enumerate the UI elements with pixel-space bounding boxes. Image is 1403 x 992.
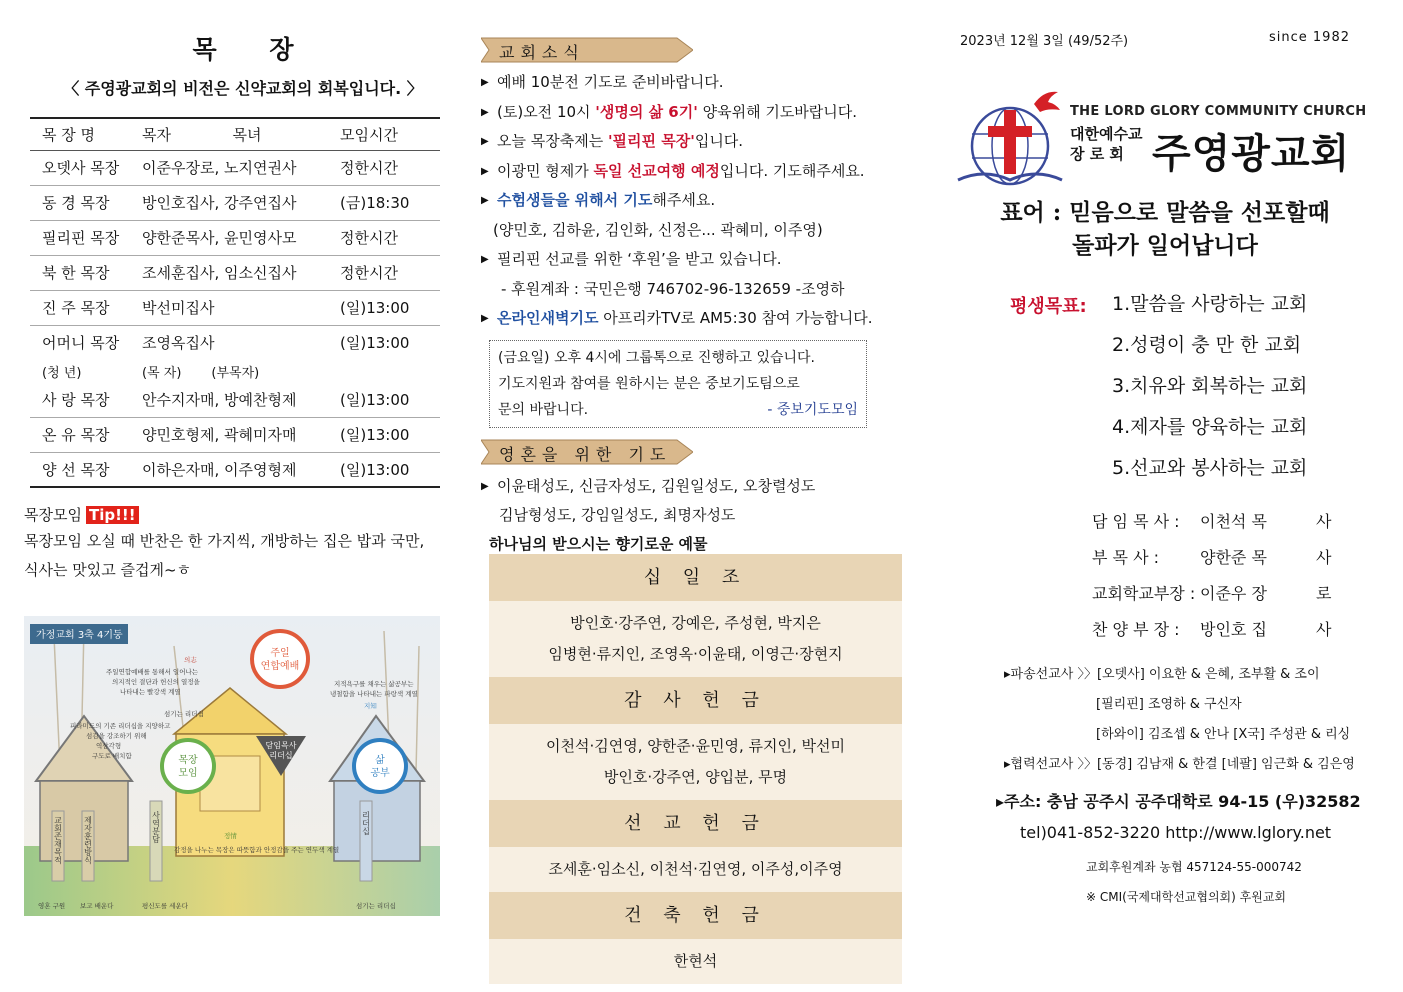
- pillar-label-2: 제자훈련방식: [83, 816, 93, 864]
- illus-b4: 섬기는 리더십: [356, 902, 396, 910]
- illus-know: 지知: [364, 702, 377, 710]
- house-church-illustration: [24, 616, 440, 916]
- row-leaders: 조영옥집사: [142, 334, 215, 353]
- offering-title-tithe: 십 일 조: [489, 554, 902, 601]
- table-row: [30, 290, 440, 325]
- church-info-section: [950, 30, 1380, 912]
- header-mongnyeo: 목녀: [232, 125, 262, 144]
- pillar-label-3: 사역분담: [151, 811, 161, 843]
- list-item: 김남형성도, 강임일성도, 최명자성도: [499, 505, 736, 524]
- intercession-signature: - 중보기도모임: [767, 401, 858, 418]
- staff-role: 찬 양 부 장 :: [1092, 620, 1180, 639]
- dateline: [950, 30, 1380, 48]
- news-text: 오늘 목장축제는: [497, 132, 608, 150]
- news-text: 입니다.: [694, 132, 744, 150]
- news-highlight: 독일 선교여행 예정: [593, 161, 720, 180]
- list-item: 4.제자를 양육하는 교회: [1112, 416, 1308, 438]
- offering-caption: 하나님의 받으시는 향기로운 예물: [489, 534, 708, 553]
- bullet-triangle-icon: ▶: [481, 195, 489, 206]
- table-row: [30, 325, 440, 360]
- intercession-box: [489, 340, 867, 428]
- mokjang-section: [24, 30, 462, 910]
- logo-english-name: THE LORD GLORY COMMUNITY CHURCH: [1070, 104, 1367, 119]
- news-highlight: 온라인새벽기도: [497, 309, 599, 327]
- staff-name: 방인호 집: [1200, 620, 1267, 639]
- news-highlight: 수험생들을 위해서 기도: [497, 191, 653, 209]
- offering-table: [489, 554, 902, 984]
- globe-cross-icon: [954, 84, 1074, 194]
- motto-line1: 표어 : 믿음으로 말씀을 선포할때: [1000, 199, 1330, 226]
- church-logo: [950, 84, 1380, 194]
- row-time: (일)13:00: [340, 299, 410, 317]
- church-account: [1086, 852, 1380, 912]
- cmi-note: ※ CMI(국제대학선교협의회) 후원교회: [1086, 890, 1287, 904]
- offering-body-building: [489, 939, 902, 984]
- illus-t3: 나타내는 빨강색 계열: [120, 688, 181, 696]
- illus-t5: 냉철함을 나타내는 파랑색 계열: [330, 690, 418, 698]
- table-row: [30, 220, 440, 255]
- table-row: [30, 185, 440, 220]
- staff-suffix: 사: [1316, 620, 1332, 639]
- triangle-line2: 리더십: [269, 751, 293, 760]
- news-ribbon: [481, 36, 693, 64]
- list-item: [481, 186, 921, 216]
- list-item: (양민호, 김하윤, 김인화, 신정은... 곽혜미, 이주영): [493, 220, 823, 239]
- mission-line: [필리핀] 조영하 & 구신자: [1096, 697, 1242, 712]
- news-text: 입니다. 기도해주세요.: [719, 161, 865, 180]
- row-time: 정한시간: [340, 229, 398, 247]
- illus-t10: 감정을 나누는 목장은 따뜻함과 안정감을 주는 연두색 계열: [174, 846, 340, 854]
- row-name: 어머니 목장: [42, 334, 120, 353]
- table-row: [30, 382, 440, 417]
- row-leaders: 안수지자매, 방예찬형제: [142, 390, 297, 409]
- logo-denomination-line2: 장 로 회: [1070, 145, 1124, 163]
- mokjang-table: [30, 117, 440, 488]
- church-address: ▸주소: 충남 공주시 공주대학로 94-15 (우)32582: [996, 792, 1361, 811]
- vision-statement: 〈 주영광교회의 비전은 신약교회의 회복입니다. 〉: [63, 79, 423, 98]
- row-leaders: 방인호집사, 강주연집사: [142, 194, 297, 212]
- row-time: (일)13:00: [340, 334, 410, 353]
- offering-line: 이천석·김연영, 양한준·윤민영, 류지인, 박선미: [546, 737, 845, 755]
- list-item: [481, 472, 921, 501]
- list-item: 2.성령이 충 만 한 교회: [1112, 334, 1302, 356]
- circle-left-line1: 목장: [178, 755, 198, 766]
- row-name: 오뎃사 목장: [42, 159, 120, 177]
- since-year: since 1982: [1269, 30, 1350, 45]
- list-item: [481, 68, 921, 98]
- table-row: [30, 417, 440, 452]
- list-item: [481, 157, 921, 187]
- bullet-triangle-icon: ▶: [481, 136, 489, 147]
- circle-left-line2: 모임: [178, 768, 198, 779]
- bank-account: 교회후원계좌 농협 457124-55-000742: [1086, 860, 1302, 874]
- bullet-triangle-icon: ▶: [481, 106, 489, 118]
- illus-b3: 평신도를 세운다: [142, 902, 189, 910]
- row-time: (일)13:00: [340, 460, 410, 479]
- goals-label: 평생목표:: [1010, 296, 1087, 317]
- illus-t2: 의지적인 결단과 헌신의 열정을: [112, 678, 200, 686]
- illus-t1: 주일연합예배를 통해서 일어나는: [106, 668, 199, 676]
- logo-denomination-line1: 대한예수교: [1070, 125, 1143, 143]
- mission-line: ▸파송선교사 〉〉[오뎃사] 이요한 & 은혜, 조부활 & 조이: [1004, 667, 1320, 682]
- illus-banner: 가정교회 3축 4기둥: [36, 630, 123, 641]
- intercession-line: (금요일) 오후 4시에 그룹톡으로 진행하고 있습니다.: [498, 349, 816, 366]
- list-item: - 후원계좌 : 국민은행 746702-96-132659 -조영하: [501, 279, 845, 298]
- youth-header-row: [30, 360, 440, 382]
- intercession-line: [498, 397, 858, 423]
- offering-line: 조세훈·임소신, 이천석·김연영, 이주성,이주영: [548, 860, 843, 878]
- pillar-label-4: 리더십: [361, 811, 371, 835]
- tip-text: [24, 527, 462, 585]
- tip-badge: Tip!!!: [86, 506, 139, 524]
- staff-name: 이준우 장: [1200, 584, 1267, 603]
- soul-ribbon: [481, 438, 693, 466]
- missionaries: [1004, 660, 1380, 780]
- illus-t8: 역삼각형: [96, 742, 122, 750]
- circle-right-line1: 삶: [375, 755, 385, 766]
- staff-role: 교회학교부장 :: [1092, 584, 1196, 603]
- motto-line2: 돌파가 일어납니다: [1072, 232, 1258, 259]
- circle-top-line1: 주일: [270, 648, 290, 659]
- tip-label: 목장모임: [24, 506, 82, 524]
- news-list: [481, 68, 921, 334]
- row-name: 온 유 목장: [42, 426, 110, 444]
- row-time: (금)18:30: [340, 194, 410, 212]
- list-item: 3.치유와 회복하는 교회: [1112, 375, 1308, 397]
- offering-line: 한현석: [673, 952, 718, 970]
- intercession-line: 기도지원과 참여를 원하시는 분은 중보기도팀으로: [498, 375, 800, 392]
- list-item: [481, 245, 921, 275]
- staff-row: [1092, 508, 1380, 544]
- row-leaders: 조세훈집사, 임소신집사: [142, 264, 297, 282]
- news-highlight: '필리핀 목장': [607, 132, 695, 150]
- bullet-triangle-icon: ▶: [481, 77, 489, 88]
- header-time: 모임시간: [340, 125, 398, 144]
- tip-text-line-2: 식사는 맛있고 즐겁게~ㅎ: [24, 561, 192, 579]
- church-contact: tel)041-852-3220 http://www.lglory.net: [1020, 823, 1332, 842]
- logo-church-name: 주영광교회: [1152, 131, 1351, 177]
- staff-list: [1092, 508, 1380, 652]
- church-motto: [950, 196, 1380, 262]
- illus-b1: 영혼 구원: [38, 902, 66, 910]
- table-row: [30, 150, 440, 185]
- logo-denomination: [1070, 124, 1142, 164]
- staff-row: [1092, 544, 1380, 580]
- lifetime-goals: [950, 284, 1380, 494]
- header-mokja: 목자: [142, 125, 171, 144]
- illus-emotion: 정情: [224, 832, 237, 840]
- row-time: 정한시간: [340, 264, 398, 282]
- row-time: (일)13:00: [340, 426, 410, 444]
- illus-servant: 섬기는 리더쉽: [164, 710, 204, 718]
- illus-t9: 구도로 배치함: [92, 752, 132, 760]
- circle-top-line2: 연합예배: [260, 661, 300, 672]
- goals-list: [1112, 288, 1307, 493]
- youth-header-mokja: (목 자): [142, 365, 182, 381]
- staff-suffix: 사: [1316, 512, 1332, 531]
- circle-right-line2: 공부: [370, 768, 390, 779]
- bullet-triangle-icon: ▶: [481, 254, 489, 265]
- list-item: 5.선교와 봉사하는 교회: [1112, 457, 1308, 479]
- offering-body-mission: [489, 847, 902, 892]
- news-highlight: '생명의 삶 6기': [595, 102, 698, 121]
- staff-row: [1092, 580, 1380, 616]
- row-leaders: 이하은자매, 이주영형제: [142, 460, 297, 479]
- news-text: 예배 10분전 기도로 준비바랍니다.: [497, 73, 724, 91]
- offering-line: 방인호·강주연, 양입분, 무명: [603, 768, 788, 786]
- intercession-text: 문의 바랍니다.: [498, 401, 589, 418]
- bulletin-date: 2023년 12월 3일 (49/52주): [960, 34, 1129, 49]
- offering-line: 임병현·류지인, 조영옥·이윤태, 이영근·장현지: [548, 645, 843, 663]
- offering-body-tithe: [489, 601, 902, 677]
- list-item: [481, 127, 921, 157]
- row-name: 필리핀 목장: [42, 229, 120, 247]
- news-text: 이광민 형제가: [497, 161, 594, 180]
- staff-suffix: 로: [1316, 584, 1332, 603]
- offering-title-building: 건 축 헌 금: [489, 892, 902, 939]
- row-name: 진 주 목장: [42, 299, 110, 317]
- bullet-triangle-icon: ▶: [481, 480, 489, 492]
- table-row: [30, 255, 440, 290]
- staff-row: [1092, 616, 1380, 652]
- list-item: [481, 98, 921, 128]
- news-section: [481, 36, 921, 970]
- row-name: 사 랑 목장: [42, 390, 110, 409]
- mokjang-title: 목 장: [192, 35, 316, 64]
- row-time: 정한시간: [340, 159, 398, 177]
- list-item: [481, 304, 921, 334]
- row-name: 동 경 목장: [42, 194, 110, 212]
- staff-role: 담 임 목 사 :: [1092, 512, 1180, 531]
- illus-b2: 보고 배운다: [80, 902, 114, 910]
- soul-list: [481, 472, 921, 559]
- header-leaders: [142, 118, 340, 150]
- bullet-triangle-icon: ▶: [481, 313, 489, 324]
- table-row: [30, 452, 440, 487]
- news-title: 교회소식: [499, 43, 585, 62]
- offering-title-thanks: 감 사 헌 금: [489, 677, 902, 724]
- offering-line: 방인호·강주연, 강예은, 주성현, 박지은: [570, 614, 821, 632]
- list-item: 1.말씀을 사랑하는 교회: [1112, 293, 1308, 315]
- staff-name: 이천석 목: [1200, 512, 1267, 531]
- news-text: 해주세요.: [652, 191, 716, 209]
- youth-header-bumokja: (부목자): [211, 365, 260, 381]
- news-text: 양육위해 기도바랍니다.: [697, 102, 858, 121]
- row-name: 양 선 목장: [42, 460, 110, 479]
- youth-header-leaders: [142, 360, 340, 382]
- illus-will: 의志: [184, 656, 197, 664]
- illus-t6: 피라미드의 기존 리더십을 지양하고: [70, 722, 171, 730]
- illus-t4: 지적욕구를 채우는 삶공부는: [334, 680, 414, 688]
- soul-names: 이윤태성도, 신금자성도, 김원일성도, 오창렬성도: [497, 476, 816, 495]
- tip-text-line-1: 목장모임 오실 때 반찬은 한 가지씩, 개방하는 집은 밥과 국만,: [24, 532, 425, 550]
- row-leaders: 박선미집사: [142, 299, 215, 317]
- header-name: 목 장 명: [42, 125, 96, 144]
- offering-title-mission: 선 교 헌 금: [489, 800, 902, 847]
- staff-name: 양한준 목: [1200, 548, 1267, 567]
- row-time: (일)13:00: [340, 390, 410, 409]
- bullet-triangle-icon: ▶: [481, 165, 489, 177]
- staff-suffix: 사: [1316, 548, 1332, 567]
- staff-role: 부 목 사 :: [1092, 548, 1160, 567]
- tip-heading: [24, 504, 462, 525]
- mission-line: ▸협력선교사 〉〉[동경] 김남재 & 한결 [네팔] 임근화 & 김은영: [1004, 757, 1355, 772]
- illus-t7: 섬김을 강조하기 위해: [86, 732, 147, 740]
- offering-body-thanks: [489, 724, 902, 800]
- row-leaders: 이준우장로, 노지연권사: [142, 159, 297, 177]
- soul-title: 영혼을 위한 기도: [499, 444, 672, 464]
- news-text: 필리핀 선교를 위한 ‘후원’을 받고 있습니다.: [497, 250, 782, 268]
- pillar-label-1: 교회존재목적: [53, 816, 63, 864]
- row-name: 북 한 목장: [42, 264, 110, 282]
- news-text: (토)오전 10시: [497, 102, 596, 121]
- row-leaders: 양민호형제, 곽혜미자매: [142, 426, 297, 444]
- youth-header-name: (청 년): [42, 365, 82, 381]
- mission-line: [하와이] 김조셉 & 안나 [X국] 주성관 & 리싱: [1096, 727, 1351, 742]
- row-leaders: 양한준목사, 윤민영사모: [142, 229, 297, 247]
- news-text: 아프리카TV로 AM5:30 참여 가능합니다.: [598, 309, 873, 327]
- triangle-line1: 담임목사: [265, 741, 297, 750]
